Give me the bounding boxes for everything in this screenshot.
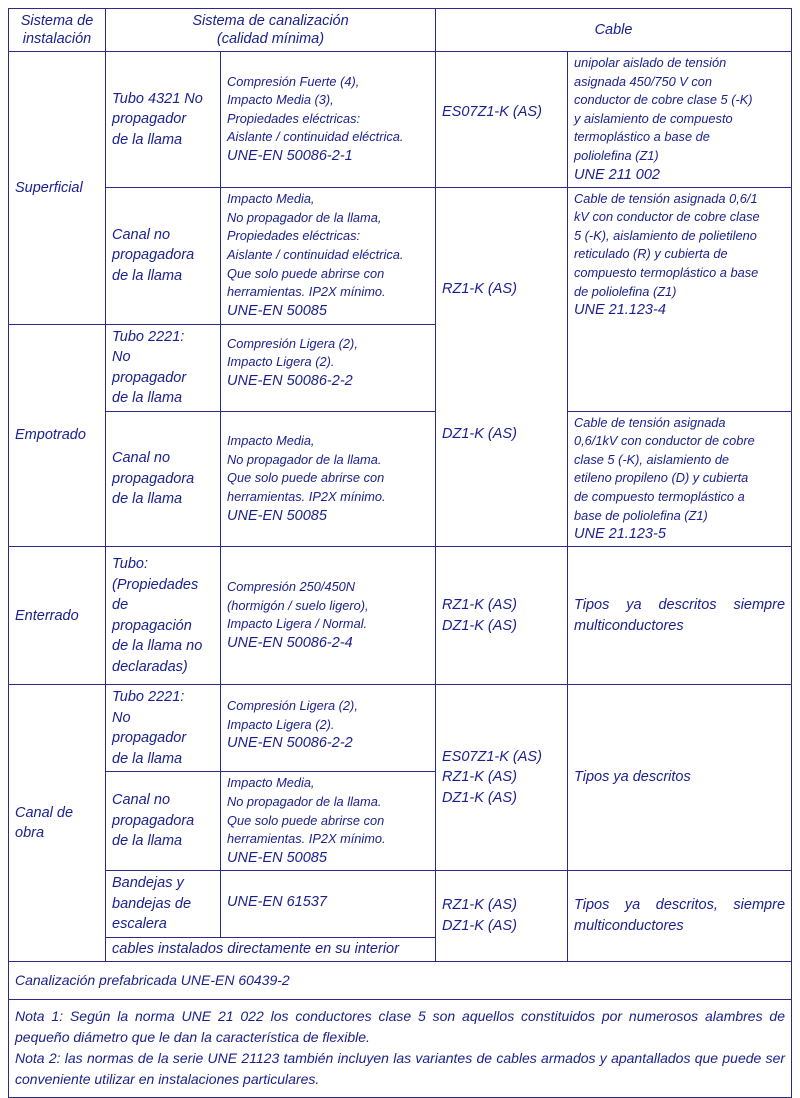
system-superficial: Superficial bbox=[9, 52, 106, 325]
cable-desc: Tipos ya descritos siempre multiconductores bbox=[568, 547, 792, 685]
channel-standard: UNE-EN 50086-2-4 bbox=[227, 635, 353, 652]
cable-desc: Tipos ya descritos bbox=[568, 685, 792, 871]
channel-standard: UNE-EN 50086-2-2 bbox=[227, 372, 353, 389]
cable-codes: ES07Z1-K (AS) RZ1-K (AS) DZ1-K (AS) bbox=[436, 685, 568, 871]
cable-codes: RZ1-K (AS) DZ1-K (AS) bbox=[436, 547, 568, 685]
row-prefab bbox=[9, 961, 792, 999]
row-canal-obra-tube bbox=[9, 685, 792, 772]
cable-standard: UNE 211 002 bbox=[574, 166, 660, 183]
channel-standard: UNE-EN 50086-2-1 bbox=[227, 147, 353, 164]
cable-code-es07: ES07Z1-K (AS) bbox=[436, 52, 568, 188]
header-cable: Cable bbox=[436, 9, 792, 52]
cable-codes: RZ1-K (AS) DZ1-K (AS) bbox=[436, 871, 568, 962]
note-2: Nota 2: las normas de la serie UNE 21123 también incluyen las variantes de cables armados y apantallados que puede ser conveniente utilizar en instalaciones particulares. bbox=[15, 1049, 786, 1087]
channel-type: Tubo 4321 No propagador de la llama bbox=[106, 52, 221, 188]
channel-type: Tubo: (Propiedades de propagación de la llama no declaradas) bbox=[106, 547, 221, 685]
channel-spec: Compresión Ligera (2), Impacto Ligera (2). UNE-EN 50086-2-2 bbox=[221, 685, 436, 772]
prefab-channeling: Canalización prefabricada UNE-EN 60439-2 bbox=[9, 961, 792, 999]
note-1: Nota 1: Según la norma UNE 21 022 los conductores clase 5 son aquellos constituidos por numerosos alambres de pequeño diámetro que le dan la característica de flexible. bbox=[15, 1007, 786, 1045]
cable-codes-stack bbox=[436, 187, 568, 547]
channel-standard: UNE-EN 50085 bbox=[227, 507, 327, 524]
channel-standard: UNE-EN 61537 bbox=[221, 871, 436, 938]
row-superficial-channel bbox=[9, 187, 792, 324]
trays-note: cables instalados directamente en su interior bbox=[106, 937, 436, 961]
row-notes bbox=[9, 999, 792, 1097]
row-empotrado-channel bbox=[9, 411, 792, 547]
header-row bbox=[9, 9, 792, 52]
channel-spec: Compresión Fuerte (4), Impacto Media (3), Propiedades eléctricas: Aislante / continuidad eléctrica. UNE-EN 50086-2-1 bbox=[221, 52, 436, 188]
system-enterrado: Enterrado bbox=[9, 547, 106, 685]
table-wrapper bbox=[8, 8, 792, 1098]
channel-type: Tubo 2221: No propagador de la llama bbox=[106, 324, 221, 411]
channel-spec: Compresión Ligera (2), Impacto Ligera (2). UNE-EN 50086-2-2 bbox=[221, 324, 436, 411]
row-enterrado bbox=[9, 547, 792, 685]
system-canal-obra: Canal de obra bbox=[9, 685, 106, 962]
cable-desc-dz1: Cable de tensión asignada 0,6/1kV con conductor de cobre clase 5 (-K), aislamiento de etileno propileno (D) y cubierta de compuesto termoplástico a base de poliolefina (Z1) UNE 21.123-5 bbox=[568, 411, 792, 547]
channel-spec: Impacto Media, No propagador de la llama. Que solo puede abrirse con herramientas. IP2X mínimo. UNE-EN 50085 bbox=[221, 411, 436, 547]
cable-standard: UNE 21.123-5 bbox=[574, 526, 666, 543]
header-installation-system: Sistema de instalación bbox=[9, 9, 106, 52]
channel-standard: UNE-EN 50086-2-2 bbox=[227, 735, 353, 752]
row-canal-obra-trays bbox=[9, 871, 792, 938]
channel-type: Canal no propagadora de la llama bbox=[106, 187, 221, 324]
cable-desc: Tipos ya descritos, siempre multiconductores bbox=[568, 871, 792, 962]
cable-code-rz1: RZ1-K (AS) bbox=[442, 280, 517, 297]
channel-standard: UNE-EN 50085 bbox=[227, 849, 327, 866]
notes bbox=[9, 999, 792, 1097]
cable-desc-rz1: Cable de tensión asignada 0,6/1 kV con conductor de cobre clase 5 (-K), aislamiento de polietileno reticulado (R) y cubierta de compuesto termoplástico a base de poliolefina (Z1) UNE 21.123-4 bbox=[568, 187, 792, 411]
cable-desc-es07: unipolar aislado de tensión asignada 450/750 V con conductor de cobre clase 5 (-K) y aislamiento de compuesto termoplástico a base de poliolefina (Z1) UNE 211 002 bbox=[568, 52, 792, 188]
channel-spec: Compresión 250/450N (hormigón / suelo ligero), Impacto Ligera / Normal. UNE-EN 50086-2-4 bbox=[221, 547, 436, 685]
channel-type: Bandejas y bandejas de escalera bbox=[106, 871, 221, 938]
row-superficial-tube bbox=[9, 52, 792, 188]
channel-type: Canal no propagadora de la llama bbox=[106, 772, 221, 871]
channel-spec: Impacto Media, No propagador de la llama, Propiedades eléctricas: Aislante / continuidad eléctrica. Que solo puede abrirse con herramientas. IP2X mínimo. UNE-EN 50085 bbox=[221, 187, 436, 324]
channel-type: Canal no propagadora de la llama bbox=[106, 411, 221, 547]
channel-type: Tubo 2221: No propagador de la llama bbox=[106, 685, 221, 772]
header-channeling-system: Sistema de canalización (calidad mínima) bbox=[106, 9, 436, 52]
channel-spec: Impacto Media, No propagador de la llama. Que solo puede abrirse con herramientas. IP2X mínimo. UNE-EN 50085 bbox=[221, 772, 436, 871]
cable-code-dz1: DZ1-K (AS) bbox=[442, 426, 517, 443]
channel-standard: UNE-EN 50085 bbox=[227, 302, 327, 319]
system-empotrado: Empotrado bbox=[9, 324, 106, 547]
installation-systems-table bbox=[8, 8, 792, 1098]
cable-standard: UNE 21.123-4 bbox=[574, 302, 666, 319]
